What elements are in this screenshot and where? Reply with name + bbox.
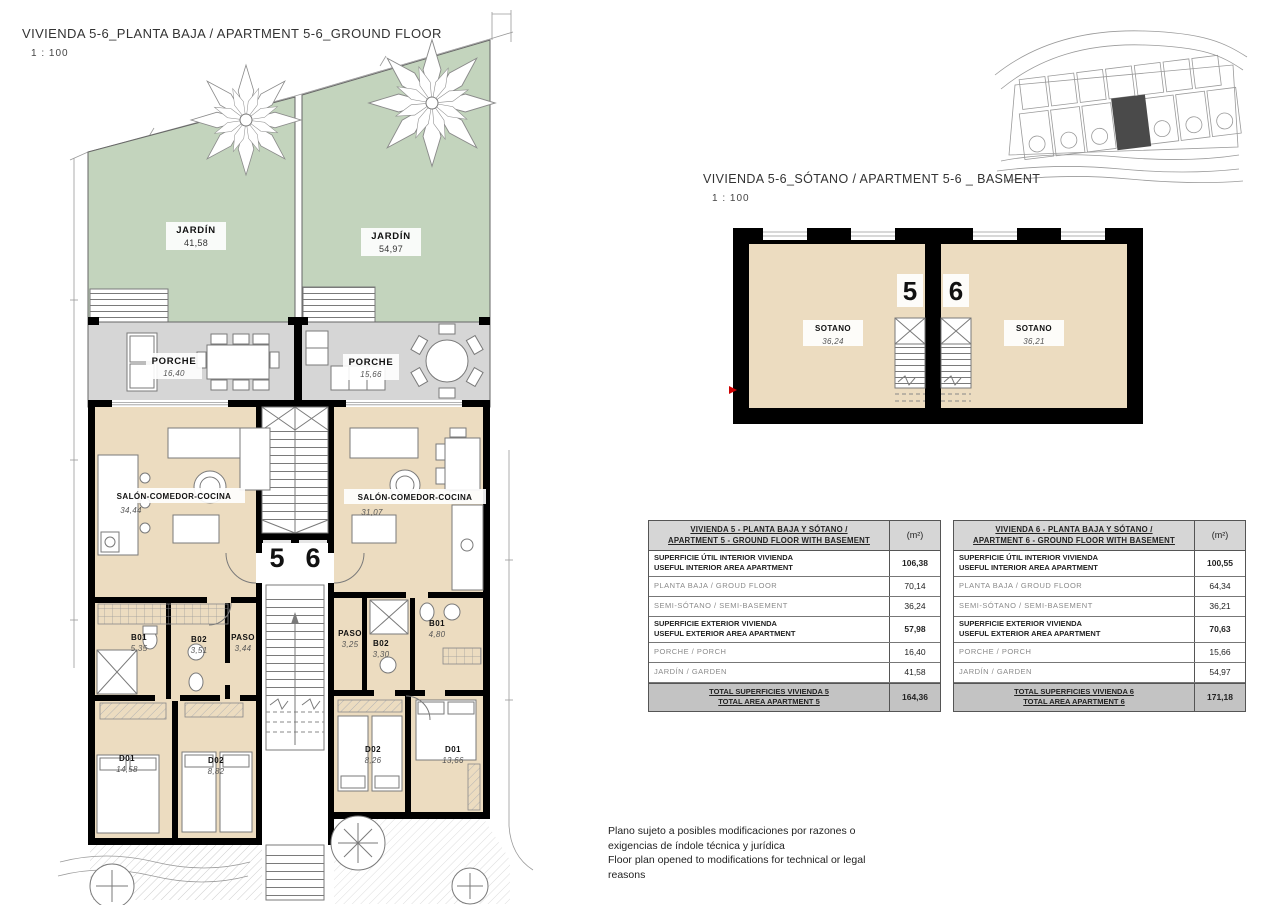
room-area-porche-5: 16,40	[163, 369, 185, 378]
ground-floor-scale: 1 : 100	[31, 48, 69, 59]
table-row	[649, 663, 940, 683]
table-row	[954, 663, 1245, 683]
room-area-d01-6: 13,66	[442, 756, 464, 765]
table-header	[649, 521, 940, 551]
area-table-vivienda-6	[953, 520, 1246, 712]
total-label-en: TOTAL AREA APARTMENT 5	[718, 697, 820, 707]
total-label: TOTAL SUPERFICIES VIVIENDA 6	[1014, 686, 1134, 696]
row-value: 15,66	[1194, 643, 1245, 662]
unit-number-6: 6	[305, 543, 321, 573]
plan-tree-icon	[331, 816, 385, 870]
ground-floor-title: VIVIENDA 5-6_PLANTA BAJA / APARTMENT 5-6_GROUND FLOOR	[22, 26, 442, 41]
room-label-d02-6: D02	[365, 745, 381, 754]
row-value: 57,98	[889, 617, 940, 642]
table-title	[649, 521, 889, 550]
room-area-b01-6: 4,80	[428, 630, 446, 639]
table-row	[649, 551, 940, 577]
row-value: 16,40	[889, 643, 940, 662]
row-label: PLANTA BAJA / GROUD FLOOR	[959, 580, 1083, 590]
table-row	[649, 617, 940, 643]
room-label-b02-6: B02	[373, 639, 389, 648]
disclaimer-line: Plano sujeto a posibles modificaciones por razones o	[608, 825, 856, 837]
room-area-d01-5: 14,58	[116, 765, 138, 774]
table-header	[954, 521, 1245, 551]
room-label-b01-6: B01	[429, 619, 445, 628]
row-value: 36,24	[889, 597, 940, 616]
row-label-en: USEFUL INTERIOR AREA APARTMENT	[959, 563, 1098, 573]
room-area-d02-6: 8,26	[364, 756, 382, 765]
basement-plan	[729, 228, 1143, 424]
room-label-b01-5: B01	[131, 633, 147, 642]
basement-unit-number-5: 5	[902, 276, 918, 306]
room-area-sotano-5: 36,24	[822, 337, 844, 346]
table-row	[954, 551, 1245, 577]
table-title-line1: VIVIENDA 5 - PLANTA BAJA Y SÓTANO /	[690, 525, 848, 534]
row-value: 54,97	[1194, 663, 1245, 682]
row-label: SUPERFICIE ÚTIL INTERIOR VIVIENDA	[654, 552, 794, 562]
room-label-sotano-5: SOTANO	[814, 324, 852, 333]
basement-title-block	[703, 172, 1040, 204]
unit-column-header: (m²)	[889, 521, 940, 550]
total-label: TOTAL SUPERFICIES VIVIENDA 5	[709, 686, 829, 696]
row-value: 36,21	[1194, 597, 1245, 616]
row-value: 64,34	[1194, 577, 1245, 596]
table-row	[954, 617, 1245, 643]
site-map	[995, 31, 1247, 183]
room-label-jardin-5: JARDÍN	[176, 225, 216, 236]
room-label-salon-5: SALÓN-COMEDOR-COCINA	[116, 492, 232, 501]
table-title-line2: APARTMENT 6 - GROUND FLOOR WITH BASEMENT	[973, 536, 1175, 546]
row-label: SUPERFICIE ÚTIL INTERIOR VIVIENDA	[959, 552, 1099, 562]
table-total-row	[954, 683, 1245, 711]
table-title	[954, 521, 1194, 550]
total-label-en: TOTAL AREA APARTMENT 6	[1023, 697, 1125, 707]
table-title-line2: APARTMENT 5 - GROUND FLOOR WITH BASEMENT	[668, 536, 870, 546]
room-label-jardin-6: JARDÍN	[371, 231, 411, 242]
table-row	[649, 597, 940, 617]
room-label-porche-6: PORCHE	[348, 357, 394, 368]
room-area-b01-5: 5,35	[130, 644, 148, 653]
row-label-en: USEFUL INTERIOR AREA APARTMENT	[654, 563, 793, 573]
row-label: PORCHE / PORCH	[654, 646, 727, 656]
row-label: SEMI-SÓTANO / SEMI-BASEMENT	[959, 600, 1093, 610]
row-value: 70,14	[889, 577, 940, 596]
row-value: 70,63	[1194, 617, 1245, 642]
table-row	[954, 597, 1245, 617]
room-label-d01-6: D01	[445, 745, 461, 754]
table-row	[954, 577, 1245, 597]
room-area-b02-5: 3,51	[190, 646, 208, 655]
room-area-paso-6: 3,25	[341, 640, 359, 649]
room-area-sotano-6: 36,21	[1023, 337, 1045, 346]
row-label: SUPERFICIE EXTERIOR VIVIENDA	[654, 618, 777, 628]
room-area-porche-6: 15,66	[360, 370, 382, 379]
room-area-jardin-6: 54,97	[378, 244, 404, 254]
disclaimer-note	[608, 824, 865, 883]
room-area-b02-6: 3,30	[372, 650, 390, 659]
tree-icon	[191, 65, 301, 175]
row-label: JARDÍN / GARDEN	[654, 666, 727, 676]
row-label-en: USEFUL EXTERIOR AREA APARTMENT	[959, 629, 1101, 639]
row-label: JARDÍN / GARDEN	[959, 666, 1032, 676]
row-label: PORCHE / PORCH	[959, 646, 1032, 656]
room-area-salon-6: 31,07	[361, 508, 383, 517]
unit-number-5: 5	[269, 543, 285, 573]
table-total-row	[649, 683, 940, 711]
row-value: 106,38	[889, 551, 940, 576]
unit-column-header: (m²)	[1194, 521, 1245, 550]
room-area-paso-5: 3,44	[234, 644, 252, 653]
room-label-paso-5: PASO	[231, 633, 255, 642]
sitemap-highlighted-unit	[1111, 95, 1151, 151]
table-title-line1: VIVIENDA 6 - PLANTA BAJA Y SÓTANO /	[995, 525, 1153, 534]
room-label-paso-6: PASO	[338, 629, 362, 638]
disclaimer-line: Floor plan opened to modifications for technical or legal	[608, 854, 866, 867]
row-label-en: USEFUL EXTERIOR AREA APARTMENT	[654, 629, 796, 639]
disclaimer-line: exigencias de índole técnica y jurídica	[608, 839, 785, 852]
table-row	[649, 643, 940, 663]
room-label-b02-5: B02	[191, 635, 207, 644]
room-area-salon-5: 34,44	[120, 506, 142, 515]
room-area-d02-5: 8,82	[207, 767, 225, 776]
area-table-vivienda-5	[648, 520, 941, 712]
row-value: 100,55	[1194, 551, 1245, 576]
plan-tree-icon	[452, 868, 488, 904]
ground-floor-plan	[58, 10, 533, 905]
row-label: SEMI-SÓTANO / SEMI-BASEMENT	[654, 600, 788, 610]
basement-title: VIVIENDA 5-6_SÓTANO / APARTMENT 5-6 _ BASMENT	[703, 172, 1041, 186]
room-area-jardin-5: 41,58	[183, 238, 209, 248]
disclaimer-line: reasons	[608, 869, 646, 882]
room-label-d01-5: D01	[119, 754, 135, 763]
total-value: 164,36	[889, 684, 940, 711]
room-label-porche-5: PORCHE	[151, 356, 197, 367]
row-value: 41,58	[889, 663, 940, 682]
table-row	[649, 577, 940, 597]
ground-floor-title-block	[22, 26, 442, 59]
basement-scale: 1 : 100	[712, 193, 750, 204]
room-label-d02-5: D02	[208, 756, 224, 765]
row-label: PLANTA BAJA / GROUD FLOOR	[654, 580, 778, 590]
plan-tree-icon	[90, 864, 134, 905]
basement-unit-number-6: 6	[948, 276, 964, 306]
total-value: 171,18	[1194, 684, 1245, 711]
room-label-salon-6: SALÓN-COMEDOR-COCINA	[357, 493, 473, 502]
room-label-sotano-6: SOTANO	[1015, 324, 1053, 333]
row-label: SUPERFICIE EXTERIOR VIVIENDA	[959, 618, 1082, 628]
table-row	[954, 643, 1245, 663]
